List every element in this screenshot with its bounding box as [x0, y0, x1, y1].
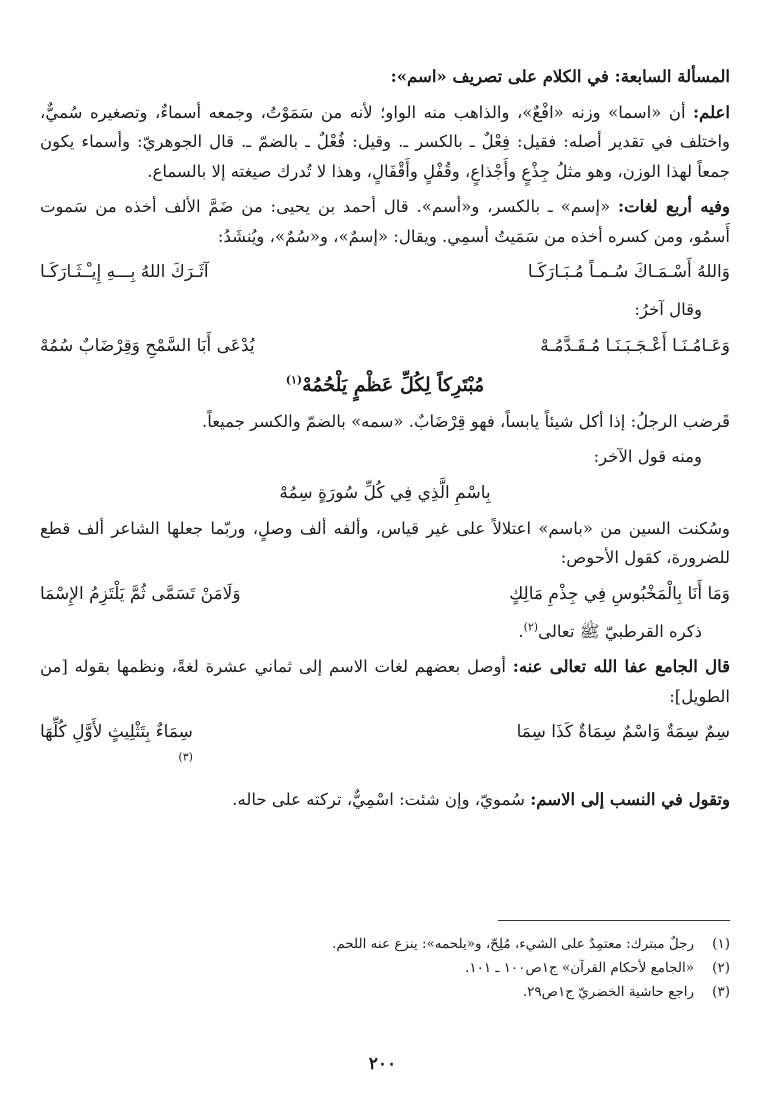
- footnote-list: [40, 932, 730, 1004]
- citation-line: [40, 617, 730, 647]
- verse-line: [40, 579, 730, 609]
- paragraph-lead: وفيه أربع لغات:: [618, 197, 730, 216]
- verse-hemistich-left: وَلَامَنْ تَسَمَّى ثُمَّ يَلْتَزِمُ الإِسْمَا: [40, 583, 241, 604]
- paragraph-definition: [40, 98, 730, 187]
- paragraph-qirdab: قَرضب الرجلُ: إذا أكل شيئاً يابساً، فهو قِرْضَابٌ. «سمه» بالضمّ والكسر جميعاً.: [201, 411, 730, 431]
- verse-hemistich-left: يُدْعَى أَبَا السَّمْحِ وَقِرْضَابٌ سُمُهْ: [40, 335, 255, 356]
- footnote-text: «الجامع لأحكام القرآن» ج١ص١٠٠ ـ ١٠١.: [465, 960, 694, 976]
- paragraph-lead: اعلم:: [693, 102, 730, 122]
- verse-centered: بِاسْمِ الَّذِي فِي كُلِّ سُورَةٍ سِمُهْ: [279, 482, 491, 503]
- footnote-number: (٢): [712, 960, 730, 976]
- footnote-ref: (٣): [178, 750, 193, 764]
- footnote-item: [40, 932, 730, 956]
- footnote-text: راجع حاشية الخضريّ ج١ص٢٩.: [522, 984, 694, 1000]
- paragraph-text: سُمويّ، وإن شئت: اسْمِيٌّ، تركته على حاله.: [232, 790, 531, 809]
- footnote-number: (٣): [712, 984, 730, 1000]
- footnote-number: (١): [712, 936, 730, 952]
- verse-hemistich-right: وَاللهُ أَسْـمَـاكَ سُـمـاً مُـبَـارَكَـا: [527, 262, 730, 282]
- paragraph-sukun: وسُكنت السين من «باسم» اعتلالاً على غير قياس، وألفه ألف وصلٍ، وربّما جعلها الشاعر ألف قطع للضرورة، كقول الأحوص:: [40, 518, 730, 567]
- footnote-text: رجلٌ مبترك: معتمِدٌ على الشيء، مُلِحّ، و«يلحمه»: ينزع عنه اللحم.: [332, 936, 694, 952]
- page-number: ٢٠٠: [368, 1054, 397, 1074]
- verse-text: سِمَاءٌ بِتَثْلِيثٍ لأَوَّلِ كُلِّهَا: [40, 722, 193, 742]
- paragraph-nisba: [40, 785, 730, 815]
- footnote-ref: (١): [285, 373, 303, 387]
- verse-line: [40, 331, 730, 361]
- page-body: [40, 62, 730, 821]
- paragraph-lead: قال الجامع عفا الله تعالى عنه:: [512, 657, 731, 676]
- citation-end: .: [518, 621, 524, 641]
- paragraph-text: «إسم» ـ بالكسر، و«أسم». قال أحمد بن يحيى: من ضَمَّ الألف أخذه من سَموت أَسمُو، ومن كسره أخذه من سَمَيتُ أسمِي. ويقال: «إسمٌ»، و«سُمٌ»، ويُنشَدُ:: [40, 197, 730, 246]
- paragraph-dialects: [40, 192, 730, 251]
- paragraph-lead: وتقول في النسب إلى الاسم:: [530, 790, 730, 809]
- footnote-item: [40, 956, 730, 980]
- verse-intro: وقال آخرُ:: [634, 300, 702, 319]
- verse-intro: ومنه قول الآخر:: [593, 447, 702, 466]
- verse-hemistich-right: وَعَـامُـنَـا أَعْـجَـبَـنَـا مُـقَـدَّمُـهْ: [540, 335, 730, 356]
- verse-hemistich-left: [40, 717, 193, 777]
- verse-hemistich-right: سِمٌ سِمَةٌ وَاسْمٌ سِمَاةٌ كَذَا سِمَا: [516, 722, 730, 742]
- verse-line: [40, 717, 730, 777]
- verse-hemistich-right: وَمَا أَنَا بِالْمَخْبُوسِ فِي جِذْمِ مَالِكٍ: [509, 583, 730, 604]
- verse-text: مُبْتَرِكاً لِكُلِّ عَظْمٍ يَلْحُمُهْ: [302, 373, 485, 396]
- paragraph-text: أن «اسما» وزنه «افْعٌ»، والذاهب منه الواو؛ لأنه من سَمَوْتُ، وجمعه أسماءٌ، وتصغيره سُميٌّ، واختلف في تقدير أصله: فقيل: فِعْلٌ ـ بالكسر ـ. وقيل: فُعْلٌ ـ بالضمّ ـ. قال الجوهريّ: وأسماء يكون جمعاً لهذا الوزن، وهو مثلُ جِذْعٍ وأَجْذاعٍ، وقُفْلٍ وأَقْفَالٍ، وهذا لا تُدرك صيغته إلا بالسماع.: [40, 102, 730, 181]
- footnote-divider: [498, 920, 730, 921]
- verse-hemistich-left: آثَـرَكَ اللهُ بِـــهِ إِيـْـثَـارَكَـا: [40, 262, 209, 282]
- verse-line: [40, 257, 730, 287]
- verse-centered: [40, 369, 730, 401]
- footnote-item: [40, 980, 730, 1004]
- paragraph-text: أوصل بعضهم لغات الاسم إلى ثماني عشرة لغةً، ونظمها بقوله [من الطويل]:: [40, 657, 730, 706]
- footnote-ref: (٢): [523, 620, 539, 633]
- citation-text: ذكره القرطبيّ ﷺ تعالى: [538, 621, 702, 641]
- paragraph-compiler: [40, 652, 730, 711]
- section-heading: المسألة السابعة: في الكلام على تصريف «اسم»:: [390, 67, 730, 86]
